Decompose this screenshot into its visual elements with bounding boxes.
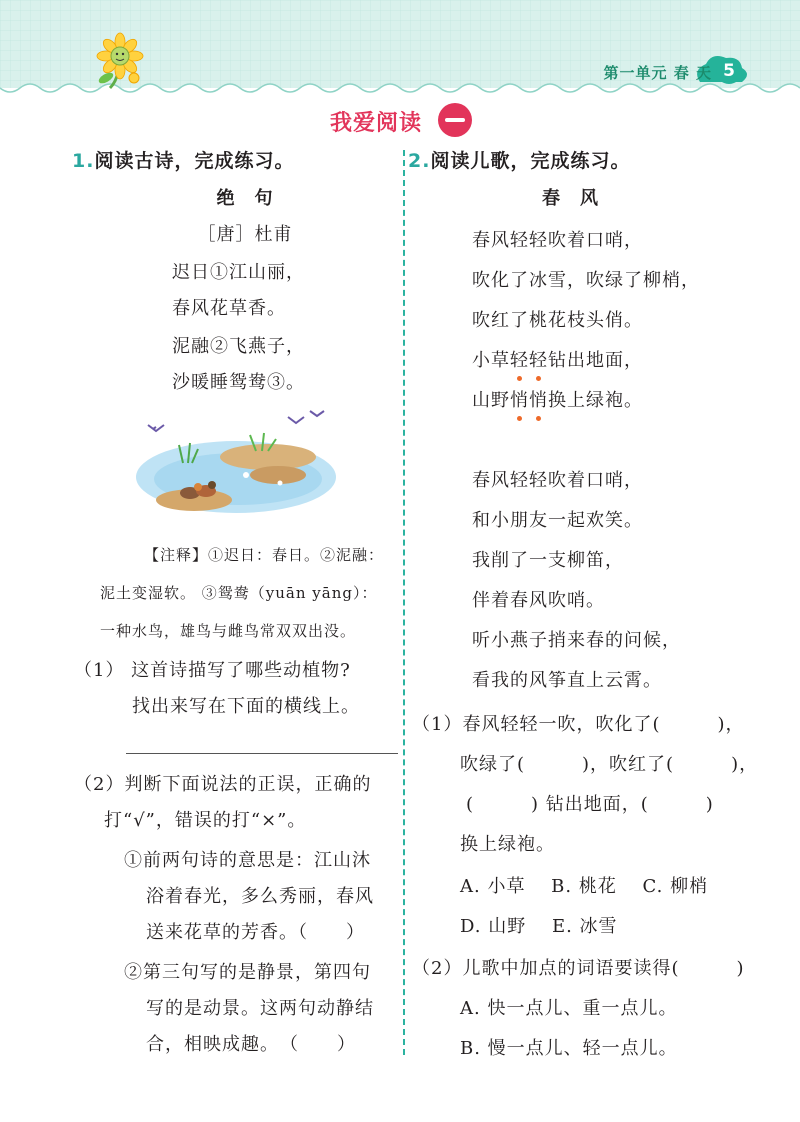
q1-sub2-line: （2）判断下面说法的正误，正确的 [74, 774, 372, 795]
option-line: B. 慢一点儿、轻一点儿。 [460, 1038, 678, 1059]
poem-author: ［唐］杜甫 [197, 224, 293, 245]
pond-illustration [128, 395, 358, 520]
q1-title: 1.阅读古诗，完成练习。 [72, 150, 295, 172]
note-line: 一种水鸟，雄鸟与雌鸟常双双出没。 [100, 622, 357, 640]
q2-sub1-line[interactable]: ( ) 钻出地面，( ) [466, 794, 714, 815]
q2-sub2-question[interactable]: （2）儿歌中加点的词语要读得( ) [412, 958, 745, 979]
song-line: 吹化了冰雪，吹绿了柳梢， [472, 270, 700, 291]
poem-title: 绝 句 [216, 188, 274, 209]
q2-title: 2.阅读儿歌，完成练习。 [408, 150, 631, 172]
poem-line: 沙暖睡鸳鸯③。 [172, 372, 305, 393]
statement-item: 浴着春光，多么秀丽，春风 [146, 886, 374, 907]
q1-sub1-line: （1） 这首诗描写了哪些动植物? [74, 660, 351, 681]
option-line: D. 山野 E. 冰雪 [460, 916, 618, 937]
statement-item: ①前两句诗的意思是：江山沐 [124, 850, 371, 871]
statement-item-answer[interactable]: 合，相映成趣。 （ ） [146, 1034, 356, 1055]
page-header [0, 0, 800, 100]
song-line: 伴着春风吹哨。 [472, 590, 605, 611]
song-line: 吹红了桃花枝头俏。 [472, 310, 643, 331]
option-line: A. 快一点儿、重一点儿。 [460, 998, 678, 1019]
poem-line: 泥融②飞燕子， [172, 336, 305, 357]
song-line: 和小朋友一起欢笑。 [472, 510, 643, 531]
note-line: 【注释】①迟日：春日。②泥融： [144, 546, 385, 564]
q1-sub1-line: 找出来写在下面的横线上。 [132, 696, 360, 717]
q2-sub1-line[interactable]: 吹绿了( )，吹红了( )， [460, 754, 759, 775]
song-line: 山野悄悄换上绿袍。 [472, 386, 643, 412]
statement-item-answer[interactable]: 送来花草的芳香。（ ） [146, 922, 365, 943]
song-title: 春 风 [542, 188, 599, 209]
song-line: 我削了一支柳笛， [472, 550, 624, 571]
section-number-badge [438, 103, 472, 137]
song-line: 听小燕子捎来春的问候， [472, 630, 681, 651]
unit-title: 第一单元 春 天 [603, 64, 712, 82]
poem-line: 迟日①江山丽， [172, 262, 305, 283]
option-line: A. 小草 B. 桃花 C. 柳梢 [460, 876, 709, 897]
statement-item: 写的是动景。这两句动静结 [146, 998, 374, 1019]
column-divider [403, 150, 405, 1055]
song-line: 小草轻轻钻出地面， [472, 346, 643, 372]
statement-item: ②第三句写的是静景，第四句 [124, 962, 371, 983]
header-background [0, 0, 800, 100]
section-title: 我爱阅读 [330, 111, 423, 136]
page-number: 5 [716, 58, 742, 84]
q2-sub1-line[interactable]: （1）春风轻轻一吹，吹化了( )， [412, 714, 745, 735]
q1-sub2-line: 打“√”，错误的打“×”。 [104, 810, 307, 831]
song-line: 春风轻轻吹着口哨， [472, 470, 643, 491]
song-line: 春风轻轻吹着口哨， [472, 230, 643, 251]
song-line: 看我的风筝直上云霄。 [472, 670, 662, 691]
poem-line: 春风花草香。 [172, 298, 286, 319]
answer-blank-line[interactable] [126, 753, 398, 754]
note-line: 泥土变湿软。 ③鸳鸯（yuān yāng）： [100, 584, 378, 602]
q2-sub1-line: 换上绿袍。 [460, 834, 555, 855]
